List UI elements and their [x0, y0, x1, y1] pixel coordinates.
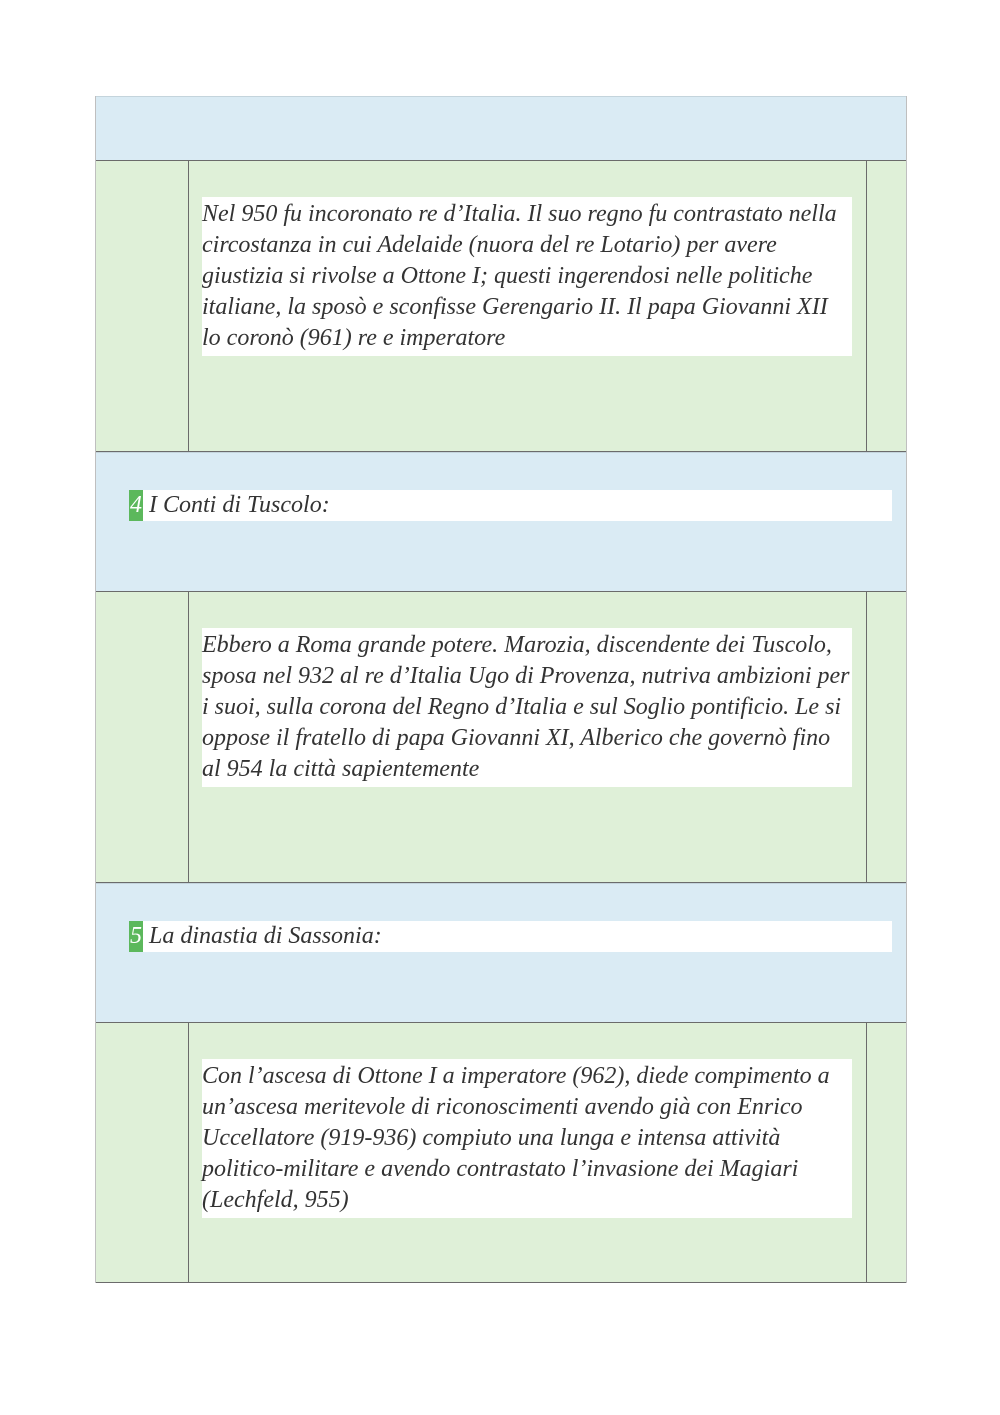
table-cell-left — [96, 1023, 189, 1282]
table-row-heading — [96, 452, 906, 591]
section-heading-text: La dinastia di Sassonia: — [149, 923, 382, 949]
table-row-header-empty — [96, 96, 906, 160]
section-heading-text: I Conti di Tuscolo: — [149, 492, 330, 518]
table-cell-right — [866, 592, 906, 882]
table-cell-left — [96, 161, 189, 451]
table-cell-right — [866, 161, 906, 451]
table-row-paragraph — [96, 591, 906, 883]
table-cell-left — [96, 592, 189, 882]
table-row-heading — [96, 883, 906, 1022]
table-row-paragraph — [96, 1022, 906, 1283]
paragraph-text: Nel 950 fu incoronato re d’Italia. Il suo regno fu contrastato nella circostanza in cui Adelaide (nuora del re Lotario) per avere giustizia si rivolse a Ottone I; questi ingerendosi nelle politiche italiane, la sposò e sconfisse Gerengario II. Il papa Giovanni XII lo coronò (961) re e imperatore — [202, 197, 852, 356]
section-heading — [129, 921, 892, 952]
section-number-badge: 4 — [129, 490, 143, 521]
section-number-badge: 5 — [129, 921, 143, 952]
table-cell-right — [866, 1023, 906, 1282]
content-table — [95, 96, 907, 1283]
section-heading — [129, 490, 892, 521]
table-row-paragraph — [96, 160, 906, 452]
paragraph-text: Ebbero a Roma grande potere. Marozia, discendente dei Tuscolo, sposa nel 932 al re d’Italia Ugo di Provenza, nutriva ambizioni per i suoi, sulla corona del Regno d’Italia e sul Soglio pontificio. Le si oppose il fratello di papa Giovanni XI, Alberico che governò fino al 954 la città sapientemente — [202, 628, 852, 787]
paragraph-text: Con l’ascesa di Ottone I a imperatore (962), diede compimento a un’ascesa meritevole di riconoscimenti avendo già con Enrico Uccellatore (919-936) compiuto una lunga e intensa attività politico-militare e avendo contrastato l’invasione dei Magiari (Lechfeld, 955) — [202, 1059, 852, 1218]
